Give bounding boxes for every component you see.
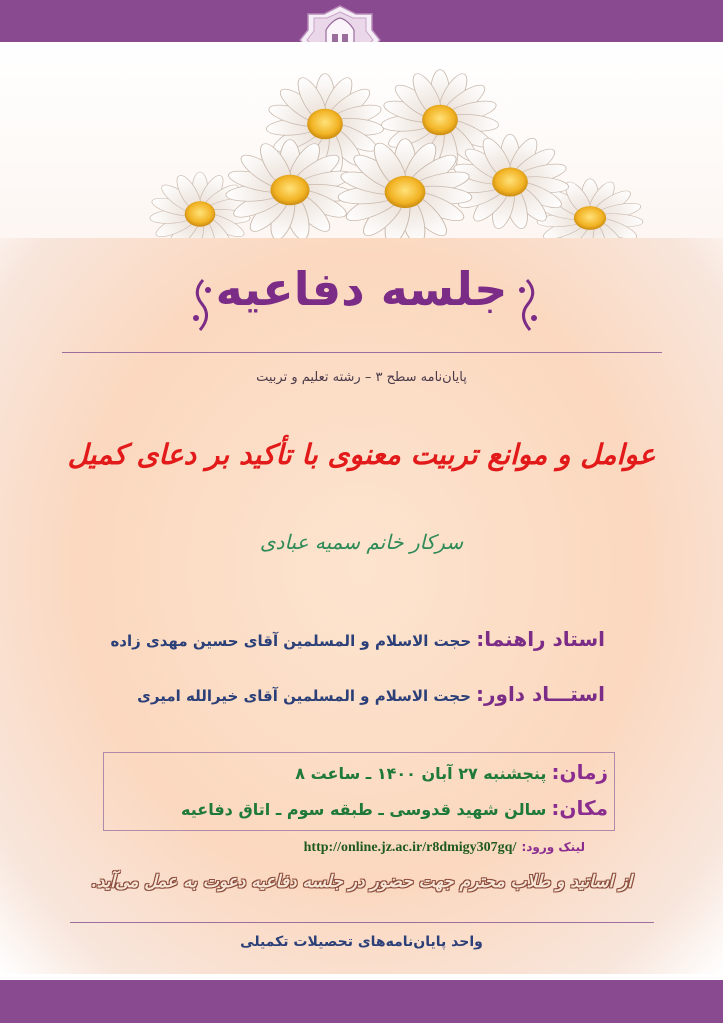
place-value: سالن شهید قدوسی ـ طبقه سوم ـ اتاق دفاعیه — [181, 800, 547, 819]
thesis-title: عوامل و موانع تربیت معنوی با تأکید بر دعای کمیل — [67, 438, 656, 471]
degree-subtitle: پایان‌نامه سطح ۳ – رشته تعلیم و تربیت — [256, 370, 467, 385]
time-value: پنجشنبه ۲۷ آبان ۱۴۰۰ ـ ساعت ۸ — [295, 764, 547, 783]
place-row — [181, 796, 608, 820]
examiner-row — [137, 682, 605, 706]
page-title: جلسه دفاعیه — [215, 262, 508, 316]
bottom-bar — [0, 980, 723, 1023]
supervisor-row — [110, 627, 605, 651]
supervisor-label: استاد راهنما: — [476, 627, 605, 651]
divider-top — [62, 352, 662, 353]
ornament-right-icon — [512, 278, 542, 332]
link-row — [304, 836, 585, 856]
content-panel — [0, 238, 723, 974]
footer-unit: واحد پایان‌نامه‌های تحصیلات تکمیلی — [240, 934, 483, 950]
supervisor-value: حجت الاسلام و المسلمین آقای حسین مهدی زاده — [110, 632, 472, 650]
time-row — [295, 760, 608, 784]
flower-banner — [0, 42, 723, 238]
join-link[interactable]: http://online.jz.ac.ir/r8dmigy307gq/ — [303, 840, 517, 855]
place-label: مکان: — [551, 796, 608, 820]
link-label: لینک ورود: — [521, 840, 585, 854]
divider-bottom — [70, 922, 654, 923]
time-label: زمان: — [551, 760, 608, 784]
examiner-label: استـــاد داور: — [476, 682, 605, 706]
presenter-name: سرکار خانم سمیه عبادی — [259, 530, 464, 554]
examiner-value: حجت الاسلام و المسلمین آقای خیرالله امیری — [137, 687, 471, 705]
invitation-text: از اساتید و طلاب محترم جهت حضور در جلسه دفاعیه دعوت به عمل می‌آید. — [90, 872, 633, 892]
daisy-bouquet-icon — [0, 42, 723, 238]
